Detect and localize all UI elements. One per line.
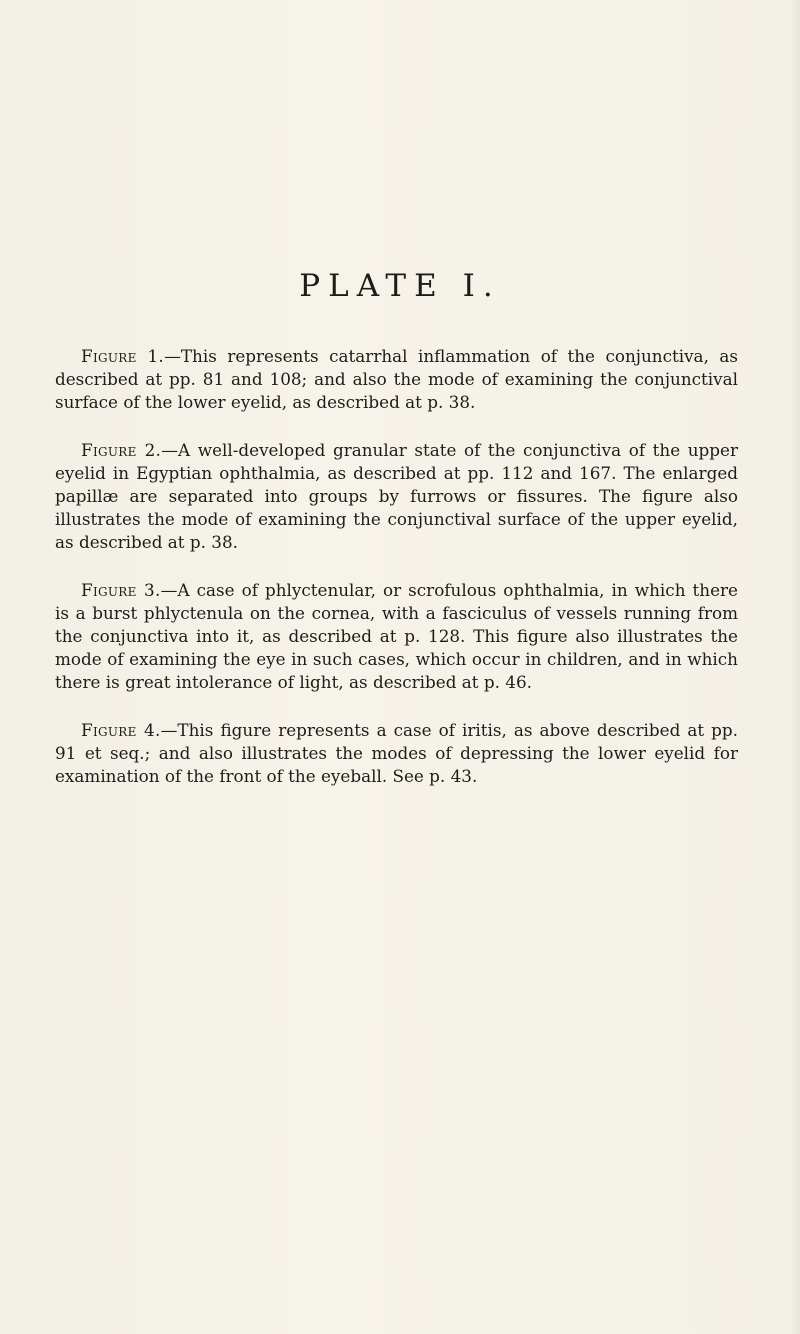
figure-2-text: —A well-developed granular state of the conjunctiva of the upper eyelid in Egyptian ophthalmia, as described at pp. 112 and 167. The enlarged papillæ are separated into groups by furrows or fissures. The figure also illustrates the mode of examining the conjunctival surface of the upper eyelid, as described at p. 38. xyxy=(55,440,738,552)
figure-4-text: —This figure represents a case of iritis, as above described at pp. 91 et seq.; and also illustrates the modes of depressing the lower eyelid for examination of the front of the eyeball. See p. 43. xyxy=(55,720,738,786)
figure-1-label: Figure 1. xyxy=(81,346,165,366)
plate-title: PLATE I. xyxy=(299,268,501,304)
figure-1-description xyxy=(55,345,738,413)
figure-3-label: Figure 3. xyxy=(81,580,161,601)
figure-2-description xyxy=(55,439,738,553)
figure-descriptions xyxy=(55,345,738,814)
figure-4-label: Figure 4. xyxy=(81,720,161,741)
page-edge-shadow xyxy=(790,0,800,1334)
figure-3-text: —A case of phlyctenular, or scrofulous ophthalmia, in which there is a burst phlyctenula on the cornea, with a fasciculus of vessels running from the conjunctiva into it, as described at p. 128. This figure also illustrates the mode of examining the eye in such cases, which occur in children, and in which there is great intolerance of light, as described at p. 46. xyxy=(55,580,738,692)
figure-3-description xyxy=(55,579,738,693)
figure-4-description xyxy=(55,719,738,787)
figure-1-text: —This represents catarrhal inflammation of the conjunctiva, as described at pp. 81 and 108; and also the mode of examining the conjunctival surface of the lower eyelid, as described at p. 38. xyxy=(55,346,738,412)
figure-2-label: Figure 2. xyxy=(81,440,162,461)
